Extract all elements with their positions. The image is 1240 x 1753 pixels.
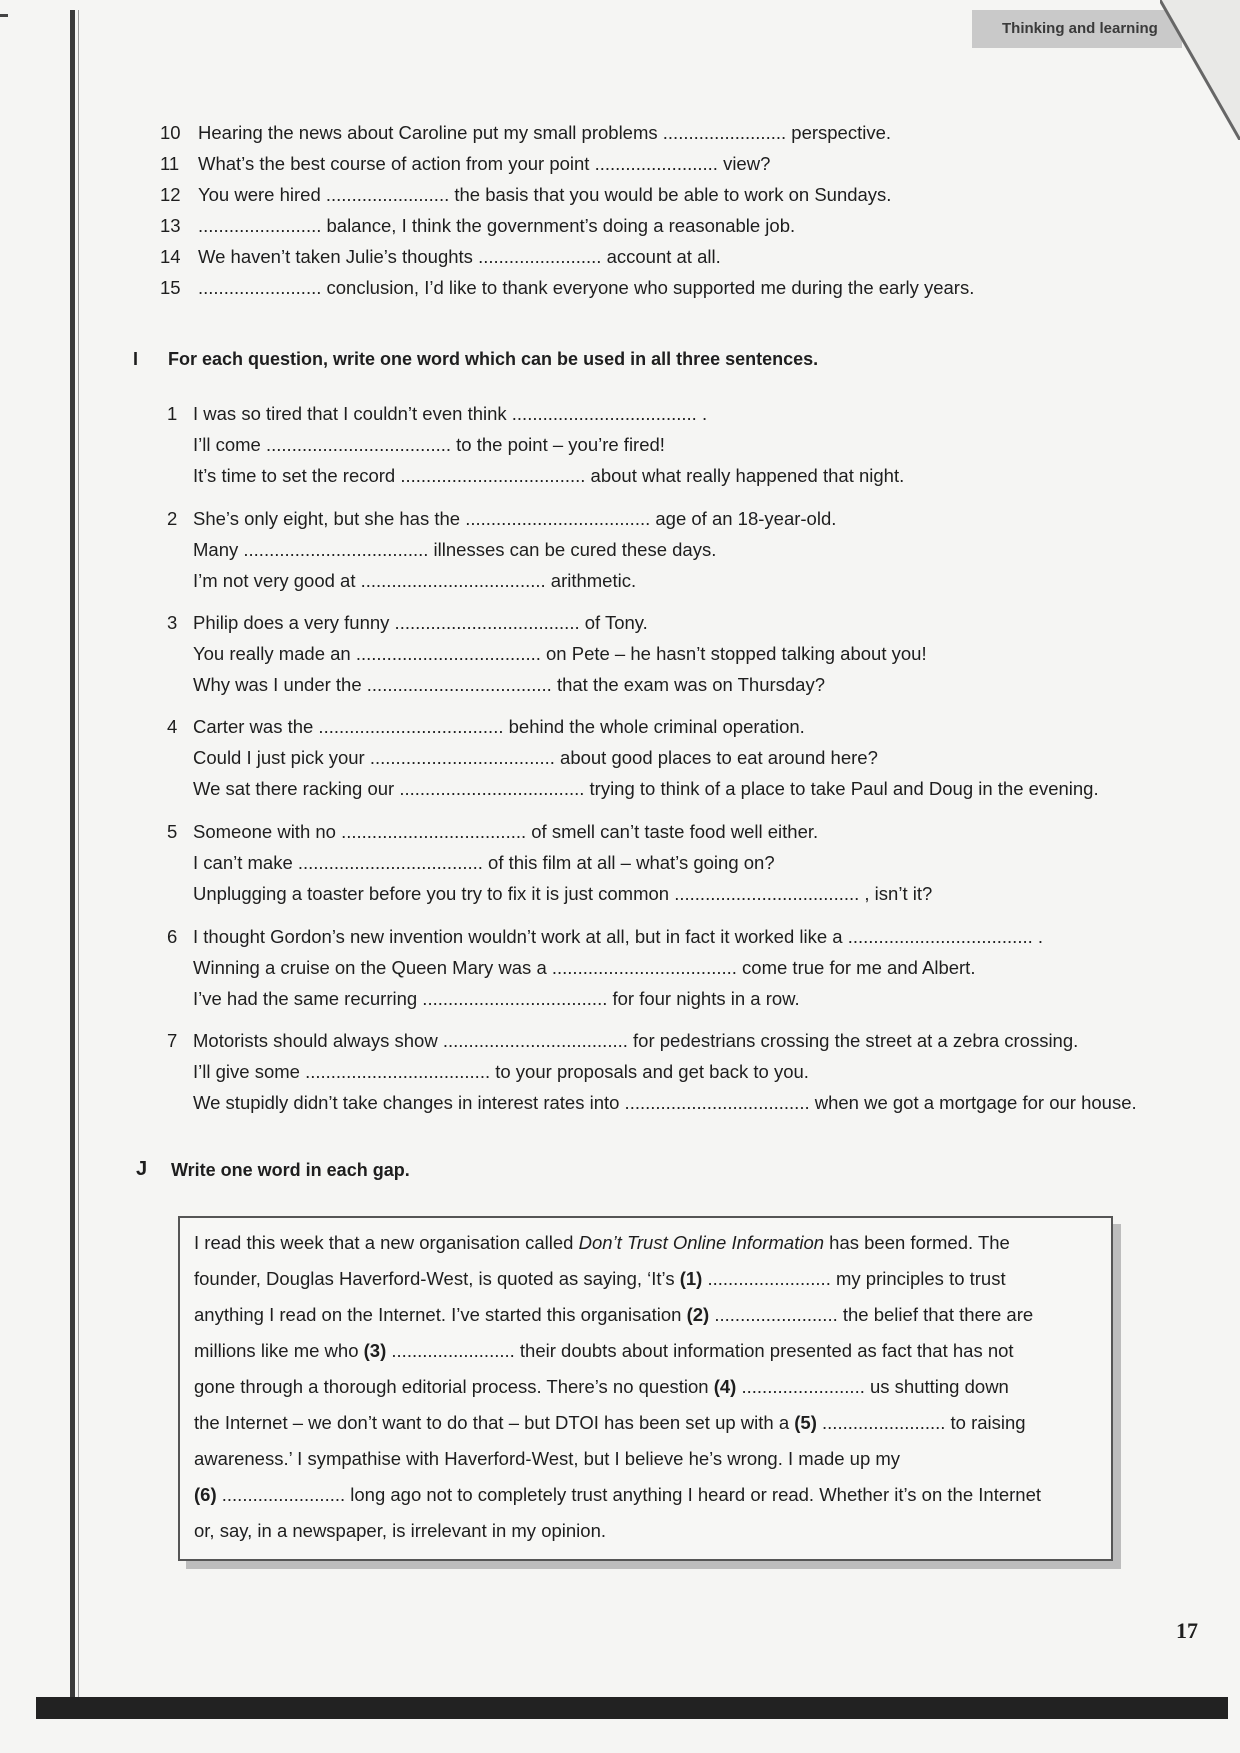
gap-number: (1) [679, 1268, 703, 1289]
text-line: awareness.’ I sympathise with Haverford-West, but I believe he’s wrong. I made up my [194, 1448, 901, 1469]
sentence: I can’t make .................................... of this film at all – what’s going on? [193, 852, 775, 873]
section-instruction: Write one word in each gap. [171, 1160, 410, 1180]
question-number: 12 [160, 184, 181, 205]
gap-number: (6) [194, 1484, 217, 1505]
sentence: I’ll come .................................... to the point – you’re fired! [193, 434, 665, 455]
question-number: 7 [167, 1030, 178, 1051]
sentence: Winning a cruise on the Queen Mary was a .................................... come true for me and Albert. [193, 957, 976, 978]
book-spine-line [78, 10, 79, 1700]
sentence: We sat there racking our .................................... trying to think of a place to take Paul and Doug in the evening. [193, 778, 1099, 799]
question-number: 1 [167, 403, 178, 424]
sentence: We stupidly didn’t take changes in interest rates into .................................... when we got a mortgage for our house. [193, 1092, 1137, 1113]
sentence: You really made an .................................... on Pete – he hasn’t stopped talking about you! [193, 643, 927, 664]
gap-number: (5) [794, 1412, 817, 1433]
sentence: I’ve had the same recurring .................................... for four nights in a row. [193, 988, 800, 1009]
section-instruction: For each question, write one word which can be used in all three sentences. [168, 349, 819, 369]
question-text: You were hired ........................ the basis that you would be able to work on Sundays. [198, 184, 892, 205]
page-bottom-bar [36, 1697, 1228, 1719]
question-number: 2 [167, 508, 178, 529]
text-line: gone through a thorough editorial process. There’s no question (4) ........................ us shutting down [194, 1376, 1009, 1397]
sentence: Philip does a very funny .................................... of Tony. [193, 612, 648, 633]
sentence: I’ll give some .................................... to your proposals and get back to you. [193, 1061, 809, 1082]
question-number: 14 [160, 246, 181, 267]
question-text: We haven’t taken Julie’s thoughts ........................ account at all. [198, 246, 721, 267]
section-letter: J [136, 1158, 148, 1180]
section-title: Thinking and learning [1002, 20, 1158, 37]
scan-edge-mark [0, 14, 8, 17]
page-corner-curl [1160, 0, 1240, 140]
sentence: Carter was the .................................... behind the whole criminal operation. [193, 716, 805, 737]
book-spine-shadow [70, 10, 75, 1700]
sentence: I’m not very good at .................................... arithmetic. [193, 570, 637, 591]
sentence: Could I just pick your .................................... about good places to eat around here? [193, 747, 878, 768]
text-line: the Internet – we don’t want to do that – but DTOI has been set up with a (5) ........................ to raising [194, 1412, 1026, 1433]
text-line: or, say, in a newspaper, is irrelevant in my opinion. [194, 1520, 607, 1541]
page-number: 17 [1176, 1618, 1198, 1643]
question-number: 10 [160, 122, 181, 143]
question-text: ........................ balance, I think the government’s doing a reasonable job. [198, 215, 796, 236]
question-number: 11 [160, 153, 180, 174]
gap-number: (2) [686, 1304, 710, 1325]
sentence: I was so tired that I couldn’t even think .................................... . [193, 403, 708, 424]
section-header-tab [972, 10, 1182, 48]
sentence: Many .................................... illnesses can be cured these days. [193, 539, 717, 560]
text-line: millions like me who (3) ........................ their doubts about information presented as fact that has not [194, 1340, 1014, 1361]
question-text: Hearing the news about Caroline put my small problems ........................ perspective. [198, 122, 892, 143]
question-number: 3 [167, 612, 178, 633]
question-number: 4 [167, 716, 178, 737]
text-line: I read this week that a new organisation called Don’t Trust Online Information has been formed. The [194, 1232, 1010, 1253]
sentence: Unplugging a toaster before you try to fix it is just common .................................... , isn’t it? [193, 883, 933, 904]
question-number: 6 [167, 926, 178, 947]
sentence: Someone with no .................................... of smell can’t taste food well either. [193, 821, 819, 842]
sentence: It’s time to set the record .................................... about what really happened that night. [193, 465, 905, 486]
sentence: I thought Gordon’s new invention wouldn’t work at all, but in fact it worked like a .................................... . [193, 926, 1044, 947]
gap-number: (3) [363, 1340, 387, 1361]
question-number: 13 [160, 215, 181, 236]
question-number: 15 [160, 277, 181, 298]
sentence: Motorists should always show .................................... for pedestrians crossing the street at a zebra crossing. [193, 1030, 1079, 1051]
text-line: anything I read on the Internet. I’ve started this organisation (2) ........................ the belief that there are [194, 1304, 1034, 1325]
text-line: (6) ........................ long ago not to completely trust anything I heard or read. Whether it’s on the Internet [194, 1484, 1041, 1505]
question-number: 5 [167, 821, 178, 842]
question-text: ........................ conclusion, I’d like to thank everyone who supported me during the early years. [198, 277, 975, 298]
gap-number: (4) [713, 1376, 737, 1397]
question-text: What’s the best course of action from your point ........................ view? [198, 153, 771, 174]
sentence: Why was I under the .................................... that the exam was on Thursday? [193, 674, 826, 695]
sentence: She’s only eight, but she has the .................................... age of an 18-year-old. [193, 508, 837, 529]
section-letter: I [133, 349, 139, 369]
text-line: founder, Douglas Haverford-West, is quoted as saying, ‘It’s (1) ........................ my principles to trust [194, 1268, 1006, 1289]
